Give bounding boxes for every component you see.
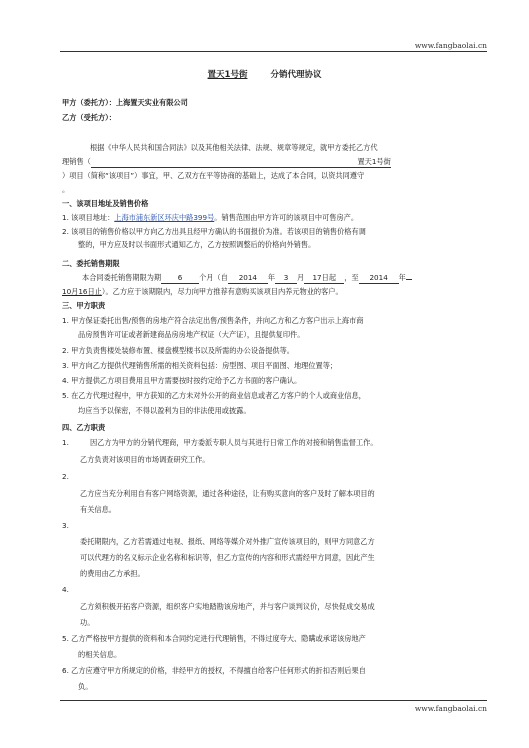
sec3-item-2: 2. 甲方负责售楼处装修布置、楼盘模型楼书以及所需的办公设备提供等。	[62, 346, 294, 355]
sec3-item-5a: 5. 在乙方代理过程中，甲方获知的乙方未对外公开的商业信息或者乙方客户的个人或商业信息，	[62, 391, 366, 400]
sec3-item-5b: 均应当予以保密，不得以盈利为目的非法使用或披露。	[78, 406, 251, 415]
sec1-item-1	[62, 213, 358, 223]
sec2-l2b: ）。乙方应于该期限内，尽力向甲方推荐有意购买该项目内养元物业的客户。	[101, 287, 343, 296]
sec4-item-2b: 有关信息。	[80, 505, 116, 514]
intro-line-1: 根据《中华人民共和国合同法》以及其他相关法律、法规、规章等规定，就甲方委托乙方代	[90, 143, 378, 152]
sec4-item-3c: 的费用由乙方承担。	[80, 569, 145, 578]
sec4-item-4b: 功。	[80, 618, 95, 627]
header-rule	[60, 51, 487, 52]
sec4-item-6b: 负。	[78, 682, 93, 691]
sec4-item-5b: 的相关信息。	[78, 650, 122, 659]
sec4-item-1a: 因乙方为甲方的分销代理商，甲方委派专职人员与其进行日常工作的对接和销售监督工作。	[90, 438, 378, 447]
title-doc: 分销代理协议	[270, 70, 322, 80]
intro-line-2	[62, 157, 391, 168]
sec4-num-1: 1.	[62, 438, 69, 447]
start-day: 17日起	[304, 273, 344, 284]
end-fill	[406, 279, 412, 280]
party-a: 甲方（委托方）：上海置天实业有限公司	[62, 98, 188, 107]
sec1-i1c: 。销售范围由甲方许可的该项目中可售房产。	[214, 213, 359, 222]
sec4-item-3b: 可以代理方的名义标示企业名称和标识等，但乙方宣传的内容和形式需经甲方同意，因此产生	[80, 553, 375, 562]
start-month: 3	[275, 273, 297, 284]
sec1-item-2a: 2. 该项目的销售价格以甲方向乙方出具且经甲方确认的书面报价为准。若该项目的销售价格有调	[62, 227, 366, 236]
project-address: 上海市浦东新区环庆中路399号	[114, 213, 215, 222]
page-title	[0, 68, 529, 80]
sec1-head: 一、该项目地址及销售价格	[62, 199, 149, 208]
term-months: 6	[161, 273, 199, 284]
sec4-item-2a: 乙方应当充分利用自有客户网络资源，通过各种途径，让有购买意向的客户及时了解本项目的	[80, 489, 375, 498]
header-site: www.fangbaolai.cn	[414, 41, 487, 50]
sec2-line-1	[82, 273, 412, 284]
sec3-item-3: 3. 甲方向乙方提供代理销售所需的相关资料包括：房型图、项目平面图、地理位置等；	[62, 361, 338, 370]
sec3-item-1b: 品房预售许可证或者新建商品房房地产权证（大产证），且提供复印件。	[78, 330, 305, 339]
footer-rule	[60, 700, 487, 701]
end-year: 2014	[359, 273, 399, 284]
sec4-num-4: 4.	[62, 585, 69, 594]
sec3-head: 三、甲方职责	[62, 301, 106, 310]
sec1-i1a: 1. 该项目地址：	[62, 213, 115, 222]
sec2-l1d: 月	[297, 273, 305, 282]
footer-site: www.fangbaolai.cn	[414, 704, 487, 713]
intro-l2a: 理销售（	[62, 157, 91, 166]
sec4-num-3: 3.	[62, 521, 69, 530]
sec1-item-2b: 整的，甲方应及时以书面形式通知乙方，乙方按照调整后的价格向外销售。	[78, 240, 316, 249]
sec3-item-1a: 1. 甲方保证委托出售/预售的房地产符合法定出售/预售条件，并向乙方和乙方客户出示上海市商	[62, 316, 364, 325]
sec2-l1e: ，至	[344, 273, 359, 282]
end-date: 10月16日止	[62, 287, 102, 296]
sec4-item-1b: 乙方负责对该项目的市场调查研究工作。	[80, 455, 210, 464]
sec4-item-5a: 5. 乙方严格按甲方提供的资料和本合同约定进行代理销售，不得过度夸大、隐瞒或承诺该房地产	[62, 634, 366, 643]
sec4-item-3a: 委托期限内，乙方若需通过电视、报纸、网络等媒介对外推广宣传该项目的，则甲方同意乙方	[80, 537, 375, 546]
sec2-l1c: 年	[267, 273, 276, 282]
sec2-line-2	[62, 287, 343, 297]
sec2-l1b: 个月（自	[199, 273, 228, 282]
start-year: 2014	[228, 273, 268, 284]
intro-line-4: 。	[62, 185, 70, 194]
sec2-l1f: 年	[398, 273, 406, 282]
party-b: 乙方（受托方）：	[62, 113, 116, 122]
sec4-num-2: 2.	[62, 472, 69, 481]
intro-project: 置天1号街	[91, 157, 391, 168]
sec4-item-4a: 乙方须积极开拓客户资源，组织客户实地踏勘该房地产，并与客户谈判议价，尽快促成交易成	[80, 602, 375, 611]
sec2-l1a: 本合同委托销售期限为期	[82, 273, 162, 282]
sec4-item-6a: 6. 乙方应遵守甲方所规定的价格，非经甲方的授权，不得擅自给客户任何形式的折扣否则后果自	[62, 666, 366, 675]
title-project: 置天1号街	[207, 70, 248, 80]
intro-line-3: ）项目（简称“该项目”）事宜，甲、乙双方在平等协商的基础上，达成了本合同，以资共同遵守	[62, 171, 365, 180]
sec4-head: 四、乙方职责	[62, 423, 106, 432]
sec2-head: 二、委托销售期限	[62, 259, 120, 268]
sec3-item-4: 4. 甲方提供乙方项目费用且甲方需要按时按约定给予乙方书面的客户确认。	[62, 376, 302, 385]
